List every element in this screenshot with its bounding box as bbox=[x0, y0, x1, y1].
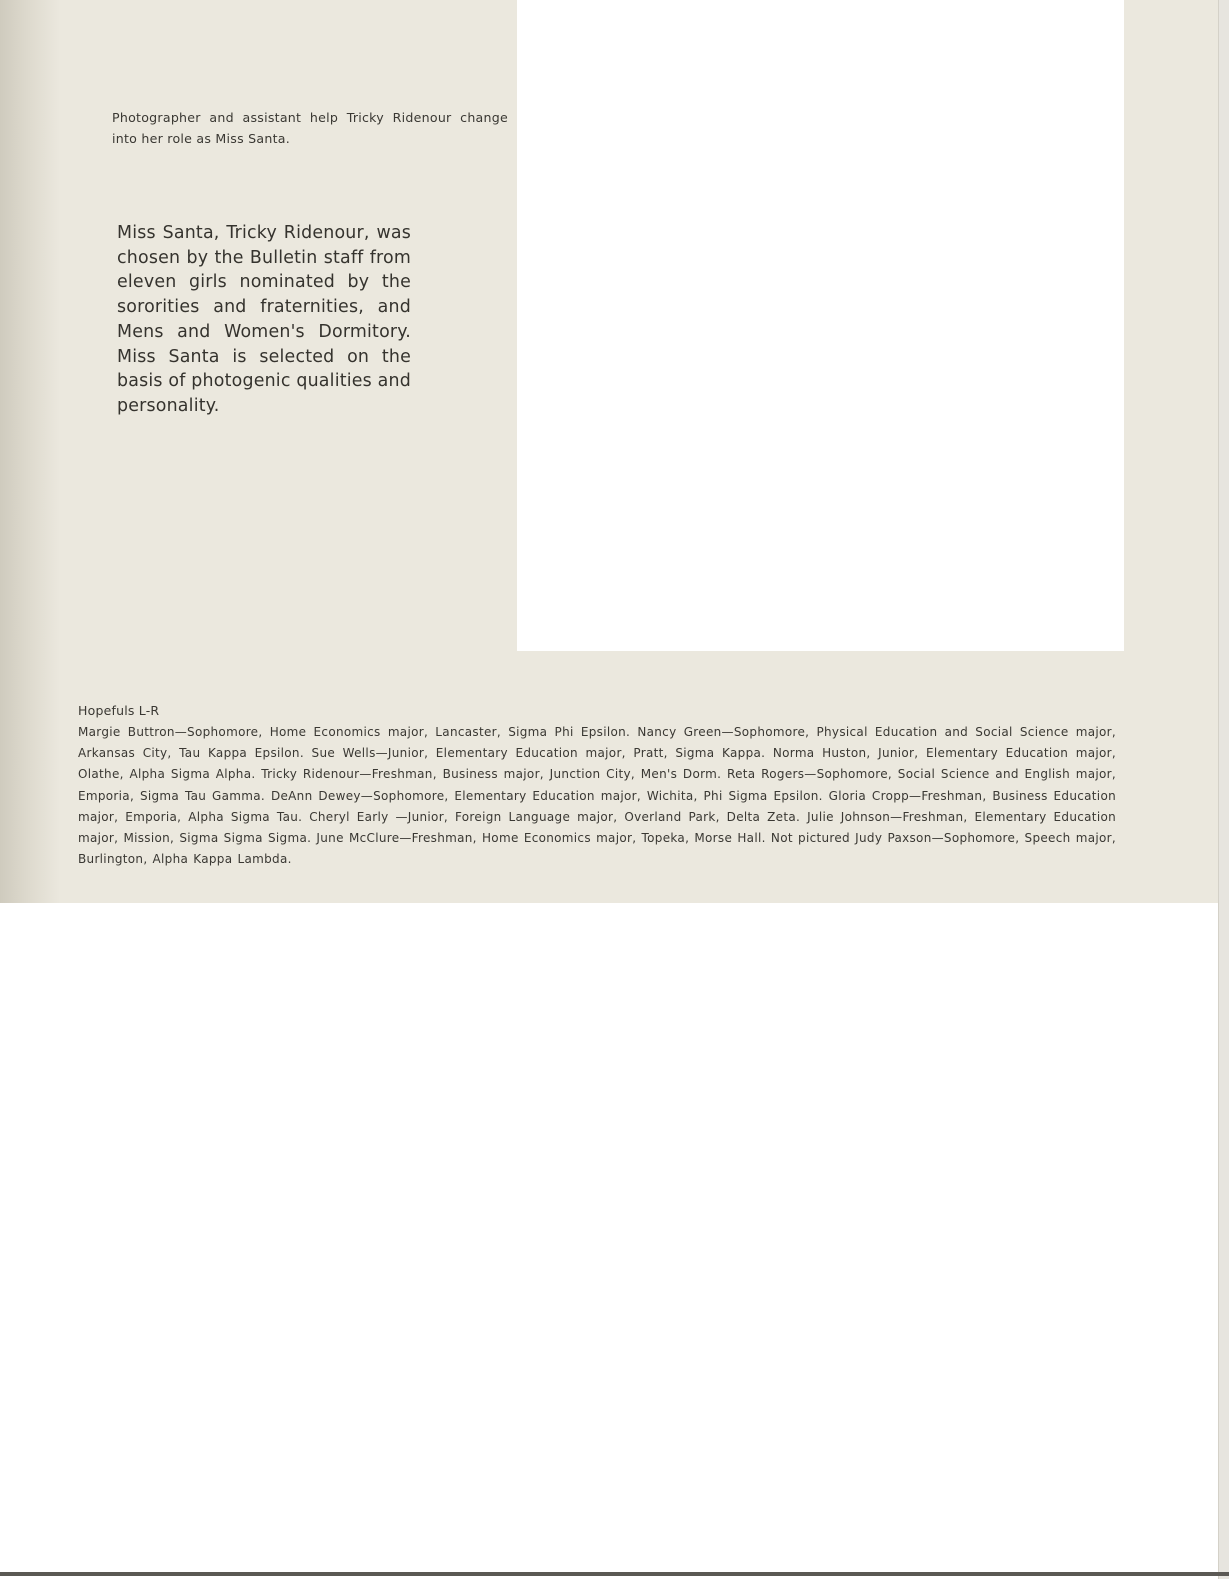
hopefuls-heading: Hopefuls L-R bbox=[78, 703, 160, 718]
page-edge bbox=[1218, 0, 1229, 1579]
photo-caption: Photographer and assistant help Tricky Ridenour change into her role as Miss Santa. bbox=[112, 110, 508, 146]
hopefuls-caption bbox=[78, 700, 1116, 870]
scan-bottom-edge bbox=[0, 1572, 1229, 1576]
spine-shadow bbox=[0, 0, 60, 903]
hopefuls-list: Margie Buttron—Sophomore, Home Economics major, Lancaster, Sigma Phi Epsilon. Nancy Green—Sophomore, Physical Education and Social Science major, Arkansas City, Tau Kappa Epsilon. Sue Wells—Junior, Elementary Education major, Pratt, Sigma Kappa. Norma Huston, Junior, Elementary Education major, Olathe, Alpha Sigma Alpha. Tricky Ridenour—Freshman, Business major, Junction City, Men's Dorm. Reta Rogers—Sophomore, Social Science and English major, Emporia, Sigma Tau Gamma. DeAnn Dewey—Sophomore, Elementary Education major, Wichita, Phi Sigma Epsilon. Gloria Cropp—Freshman, Business Education major, Emporia, Alpha Sigma Tau. Cheryl Early —Junior, Foreign Language major, Overland Park, Delta Zeta. Julie Johnson—Freshman, Elementary Education major, Mission, Sigma Sigma Sigma. June McClure—Freshman, Home Economics major, Topeka, Morse Hall. Not pictured Judy Paxson—Sophomore, Speech major, Burlington, Alpha Kappa Lambda. bbox=[78, 725, 1116, 867]
feature-paragraph: Miss Santa, Tricky Ridenour, was chosen by the Bulletin staff from eleven girls nominated by the sororities and fraternities, and Mens and Women's Dormitory. Miss Santa is selected on the basis of photogenic qualities and personality. bbox=[117, 223, 411, 416]
photo-placeholder bbox=[517, 0, 1124, 651]
